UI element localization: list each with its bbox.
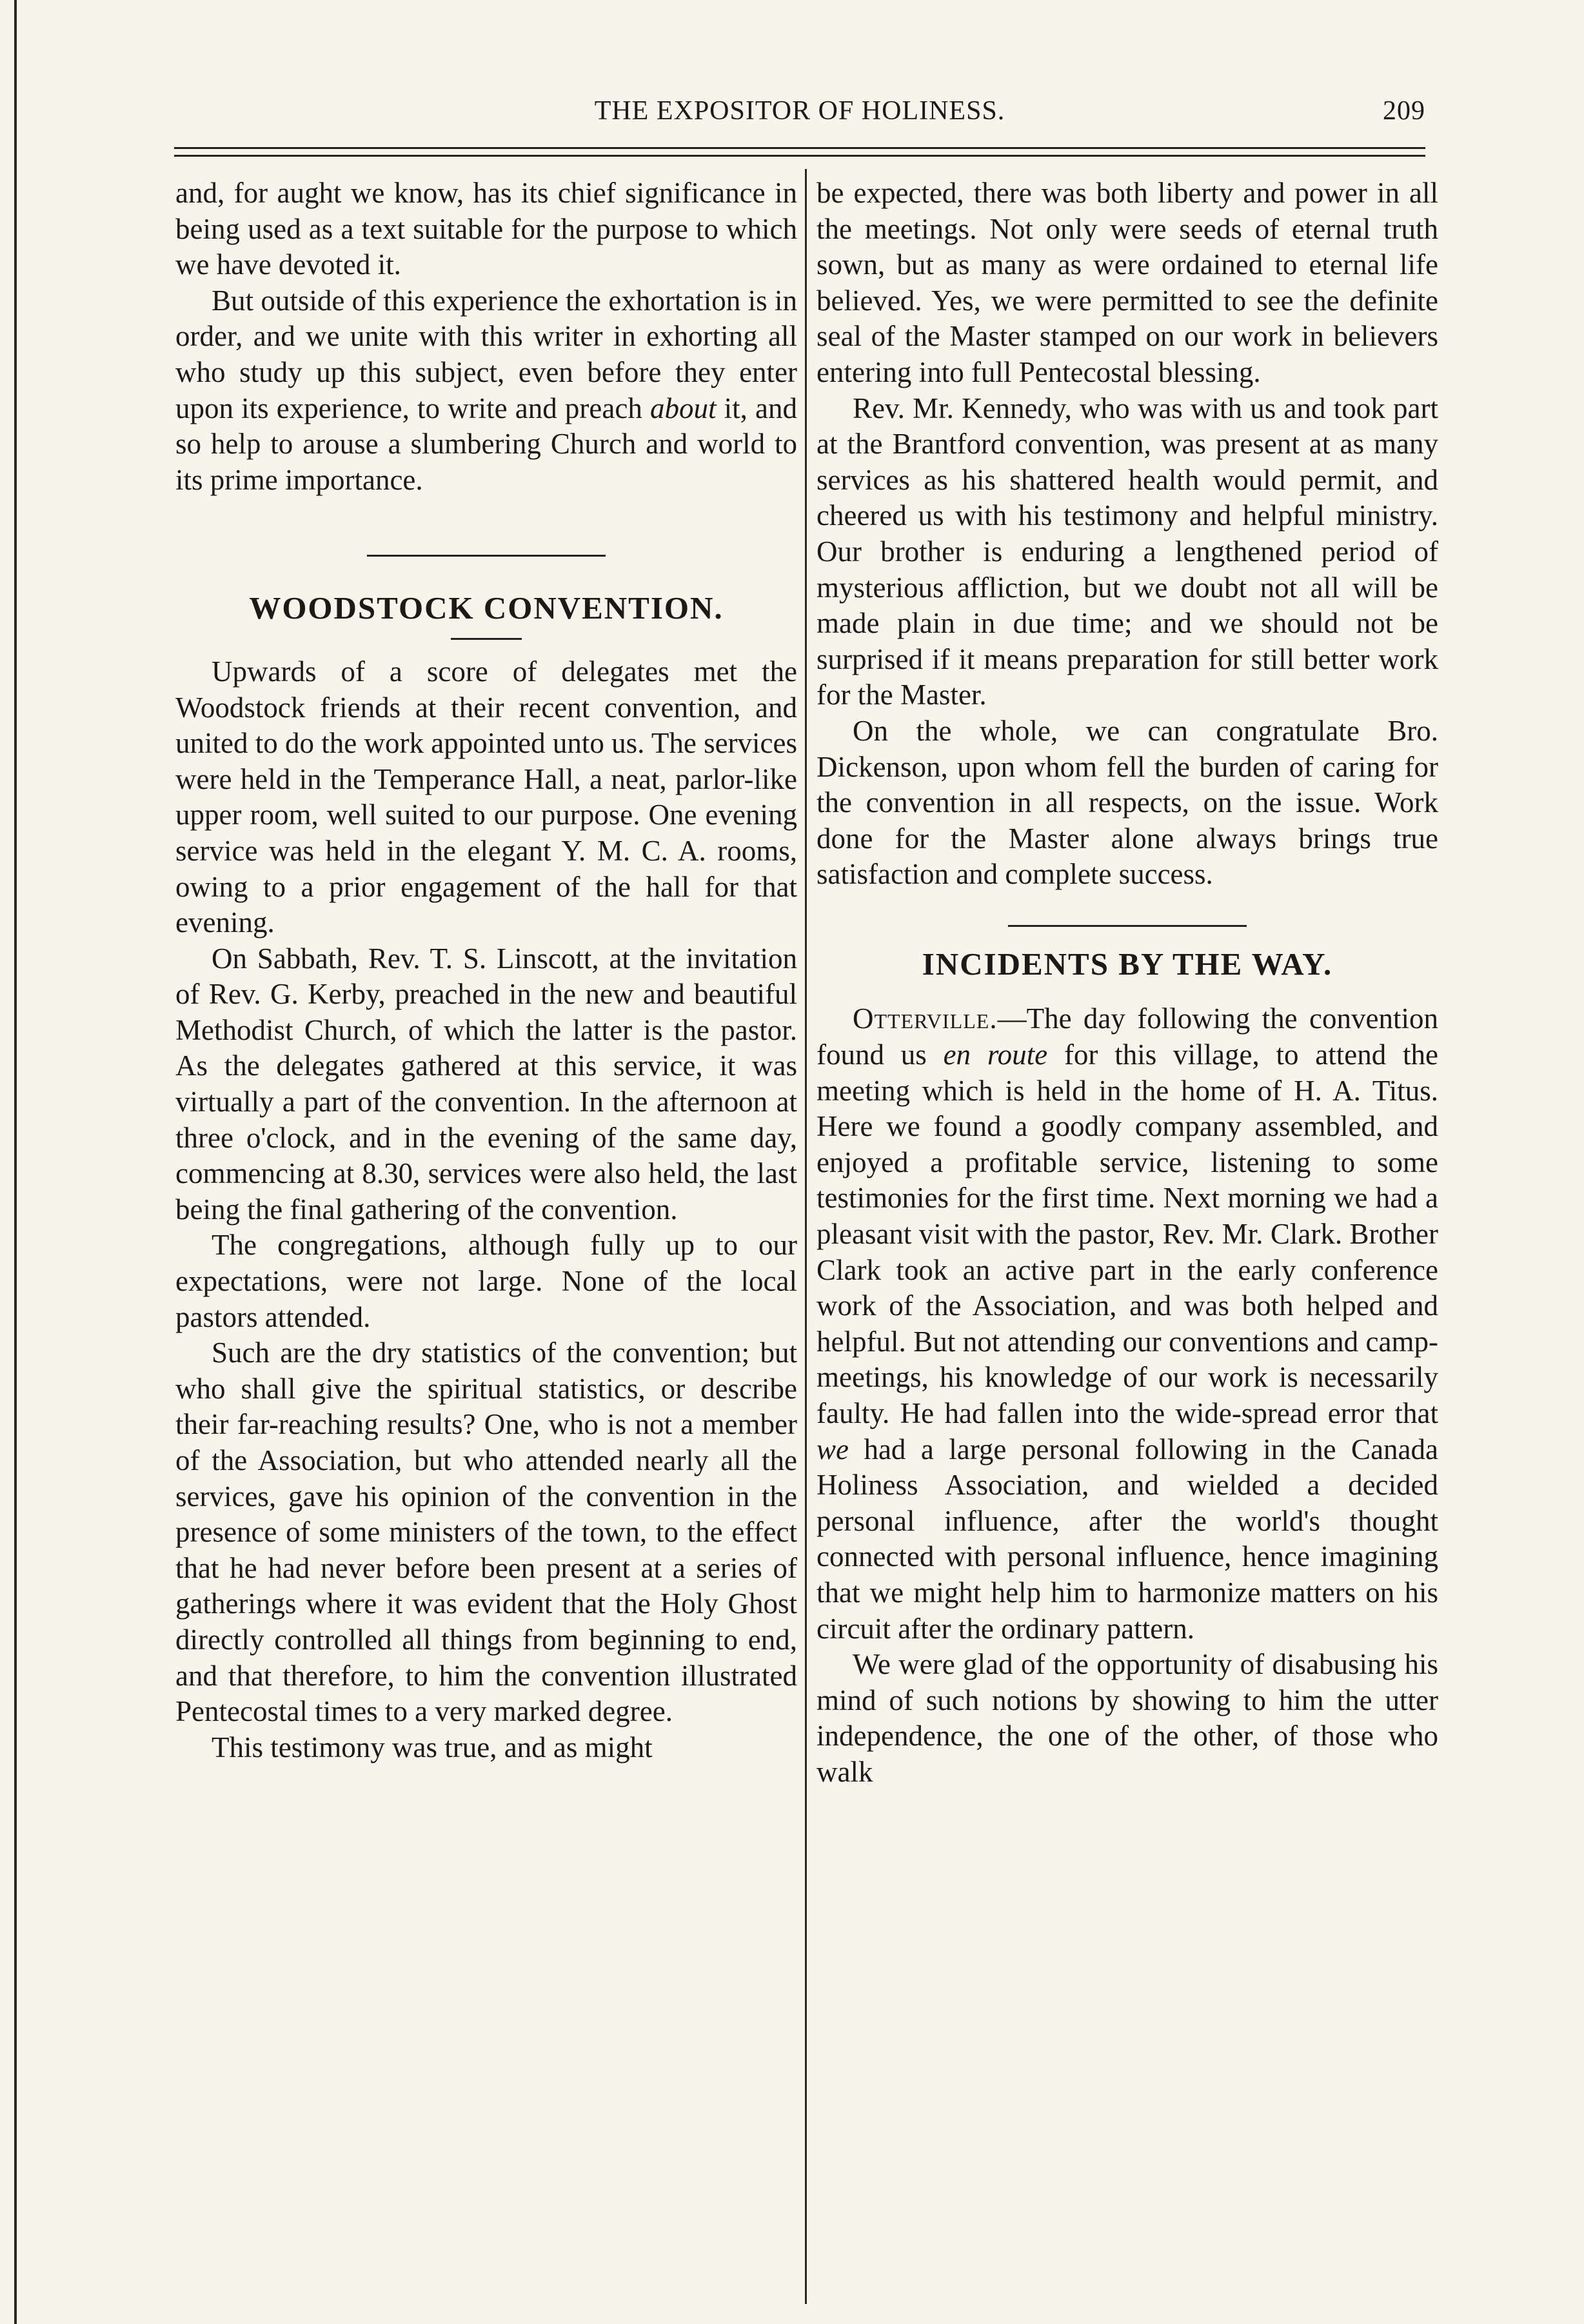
section-separator [1008,925,1247,927]
right-column [817,175,1438,1791]
paragraph: be expected, there was both liberty and power in all the meetings. Not only were seeds of eternal truth sown, but as many as were ordained to eternal life believed. Yes, we were permitted to see the definite seal of the Master stamped on our work in believers entering into full Pentecostal blessing. [817,177,1438,388]
paragraph: We were glad of the opportunity of disabusing his mind of such notions by showing to him the utter independence, the one of the other, of those who walk [817,1648,1438,1788]
paragraph: Upwards of a score of delegates met the Woodstock friends at their recent convention, and united to do the work appointed unto us. The services were held in the Temperance Hall, a neat, parlor-like upper room, well suited to our purpose. One evening service was held in the elegant Y. M. C. A. rooms, owing to a prior engagement of the hall for that evening. [175,655,797,939]
paragraph: Rev. Mr. Kennedy, who was with us and took part at the Brantford convention, was present at as many services as his shattered health would permit, and cheered us with his testimony and helpful ministry. Our brother is enduring a lengthened period of mysterious affliction, but we doubt not all will be made plain in due time; and we should not be surprised if it means preparation for still better work for the Master. [817,392,1438,711]
paragraph: Otterville.—The day following the convention found us en route for this village, to attend the meeting which is held in the home of H. A. Titus. Here we found a goodly company assembled, and enjoyed a profitable service, listening to some testimonies for the first time. Next morning we had a pleasant visit with the pastor, Rev. Mr. Clark. Brother Clark took an active part in the early conference work of the Association, and was both helped and helpful. But not attending our conventions and camp-meetings, his knowledge of our work is necessarily faulty. He had fallen into the wide-spread error that we had a large personal following in the Canada Holiness Association, and wielded a decided personal influence, after the world's thought connected with personal influence, hence imagining that we might help him to harmonize matters on his circuit after the ordinary pattern. [817,1002,1438,1645]
header-rule [174,147,1425,149]
page-number: 209 [1383,96,1425,126]
binding-edge [14,0,17,2324]
paragraph: But outside of this experience the exhortation is in order, and we unite with this writer in exhorting all who study up this subject, even before they enter upon its experience, to write and preach about it, and so help to arouse a slumbering Church and world to its prime importance. [175,284,797,496]
heading-rule [451,638,522,640]
column-divider [805,169,807,2304]
header-rule-double [174,155,1425,157]
section-heading: INCIDENTS BY THE WAY. [922,946,1333,982]
paragraph: and, for aught we know, has its chief significance in being used as a text suitable for the purpose to which we have devoted it. [175,177,797,281]
section-heading: WOODSTOCK CONVENTION. [249,590,724,626]
paragraph: Such are the dry statistics of the convention; but who shall give the spiritual statistics, or describe their far-reaching results? One, who is not a member of the Association, but who attended nearly all the services, gave his opinion of the convention in the presence of some ministers of the town, to the effect that he had never before been present at a series of gatherings where it was evident that the Holy Ghost directly controlled all things from beginning to end, and that therefore, to him the convention illustrated Pentecostal times to a very marked degree. [175,1336,797,1728]
paragraph: On the whole, we can congratulate Bro. Dickenson, upon whom fell the burden of caring for the convention in all respects, on the issue. Work done for the Master alone always brings true satisfaction and complete success. [817,714,1438,891]
running-header [174,95,1425,134]
paragraph: The congregations, although fully up to our expectations, were not large. None of the local pastors attended. [175,1229,797,1333]
section-separator [367,555,606,557]
left-column [175,175,797,1765]
journal-title: THE EXPOSITOR OF HOLINESS. [594,96,1005,126]
paragraph: On Sabbath, Rev. T. S. Linscott, at the invitation of Rev. G. Kerby, preached in the new and beautiful Methodist Church, of which the latter is the pastor. As the delegates gathered at this service, it was virtually a part of the convention. In the afternoon at three o'clock, and in the evening of the same day, commencing at 8.30, services were also held, the last being the final gathering of the convention. [175,942,797,1226]
paragraph: This testimony was true, and as might [212,1731,653,1763]
